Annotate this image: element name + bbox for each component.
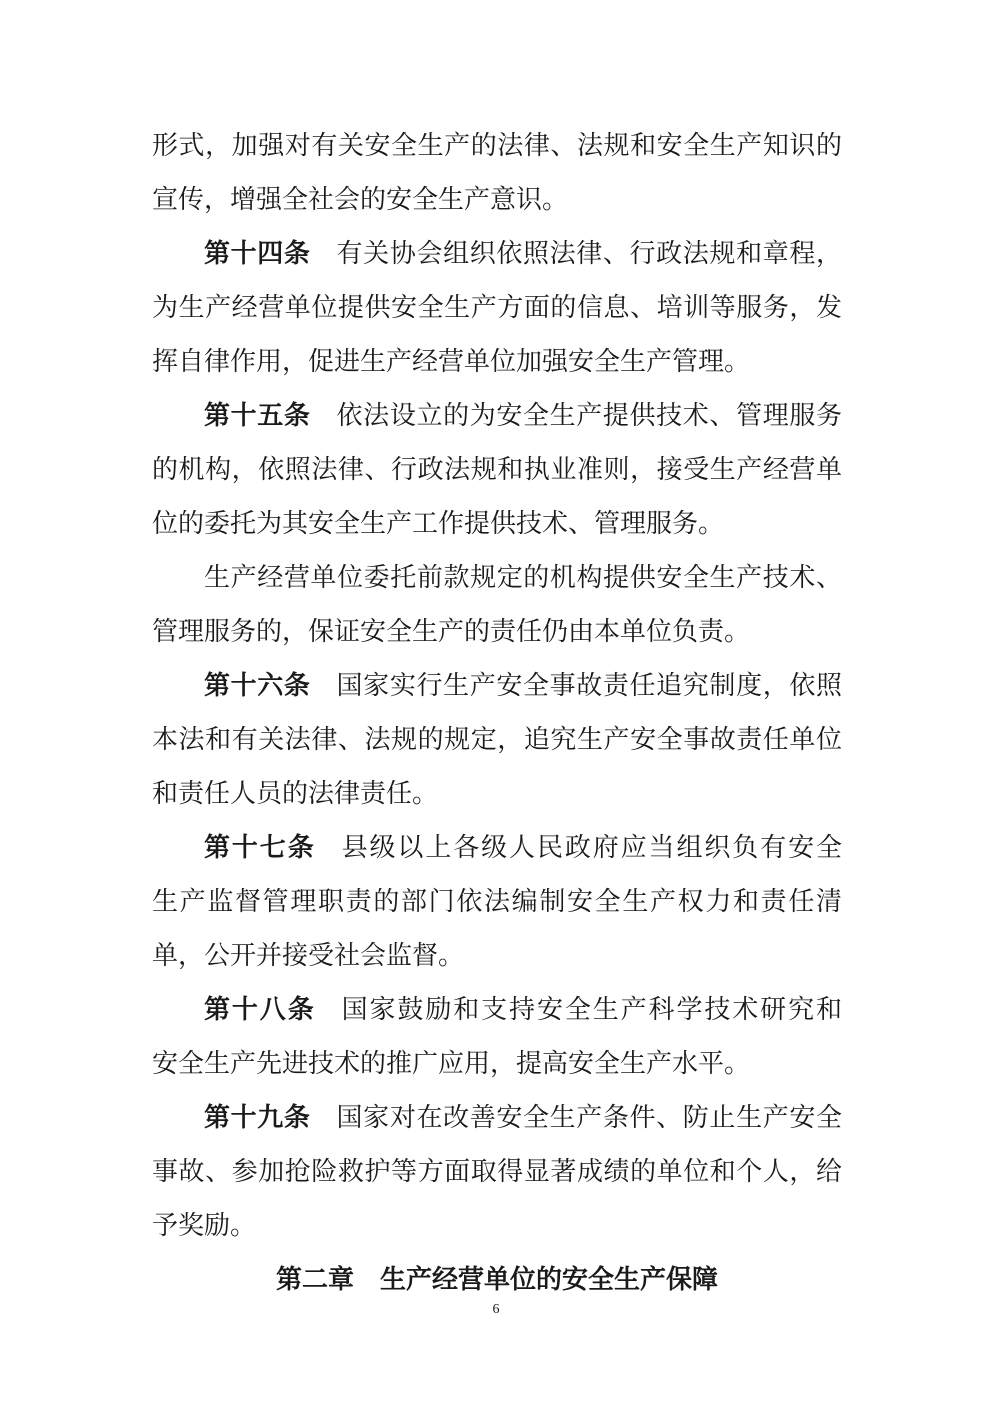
text-line: 安全生产先进技术的推广应用，提高安全生产水平。: [152, 1049, 751, 1079]
text-line: 本法和有关法律、法规的规定，追究生产安全事故责任单位: [152, 725, 842, 755]
text-line: 挥自律作用，促进生产经营单位加强安全生产管理。: [152, 347, 751, 377]
article-text: 国家鼓励和支持安全生产科学技术研究和: [341, 995, 842, 1025]
article-first-line: [152, 227, 842, 281]
article-text: 有关协会组织依照法律、行政法规和章程，: [336, 239, 842, 269]
article-first-line: [152, 389, 842, 443]
text-line: 生产监督管理职责的部门依法编制安全生产权力和责任清: [152, 887, 842, 917]
article-text: 县级以上各级人民政府应当组织负有安全: [341, 833, 842, 863]
article-number: 第十六条: [204, 671, 311, 701]
article-first-line: [152, 1091, 842, 1145]
text-line: 位的委托为其安全生产工作提供技术、管理服务。: [152, 509, 725, 539]
article-number: 第十八条: [204, 995, 316, 1025]
text-line: 宣传，增强全社会的安全生产意识。: [152, 185, 569, 215]
text-line: 的机构，依照法律、行政法规和执业准则，接受生产经营单: [152, 455, 842, 485]
document-body: [152, 119, 842, 1307]
article-text: 国家对在改善安全生产条件、防止生产安全: [336, 1103, 842, 1133]
article-first-line: [152, 659, 842, 713]
article-number: 第十七条: [204, 833, 316, 863]
text-line: 为生产经营单位提供安全生产方面的信息、培训等服务，发: [152, 293, 842, 323]
text-line: 事故、参加抢险救护等方面取得显著成绩的单位和个人，给: [152, 1157, 842, 1187]
article-number: 第十九条: [204, 1103, 311, 1133]
page-number: 6: [492, 1302, 500, 1317]
text-line: 管理服务的，保证安全生产的责任仍由本单位负责。: [152, 617, 751, 647]
article-text: 依法设立的为安全生产提供技术、管理服务: [336, 401, 842, 431]
text-line: 予奖励。: [152, 1211, 257, 1241]
chapter-heading: 第二章 生产经营单位的安全生产保障: [275, 1265, 718, 1295]
article-number: 第十五条: [204, 401, 311, 431]
article-text: 国家实行生产安全事故责任追究制度，依照: [336, 671, 842, 701]
article-first-line: [152, 821, 842, 875]
article-number: 第十四条: [204, 239, 311, 269]
text-line: 形式，加强对有关安全生产的法律、法规和安全生产知识的: [152, 131, 842, 161]
article-first-line: [152, 983, 842, 1037]
text-line: 单，公开并接受社会监督。: [152, 941, 465, 971]
text-line: 和责任人员的法律责任。: [152, 779, 439, 809]
text-line: 生产经营单位委托前款规定的机构提供安全生产技术、: [204, 563, 842, 593]
